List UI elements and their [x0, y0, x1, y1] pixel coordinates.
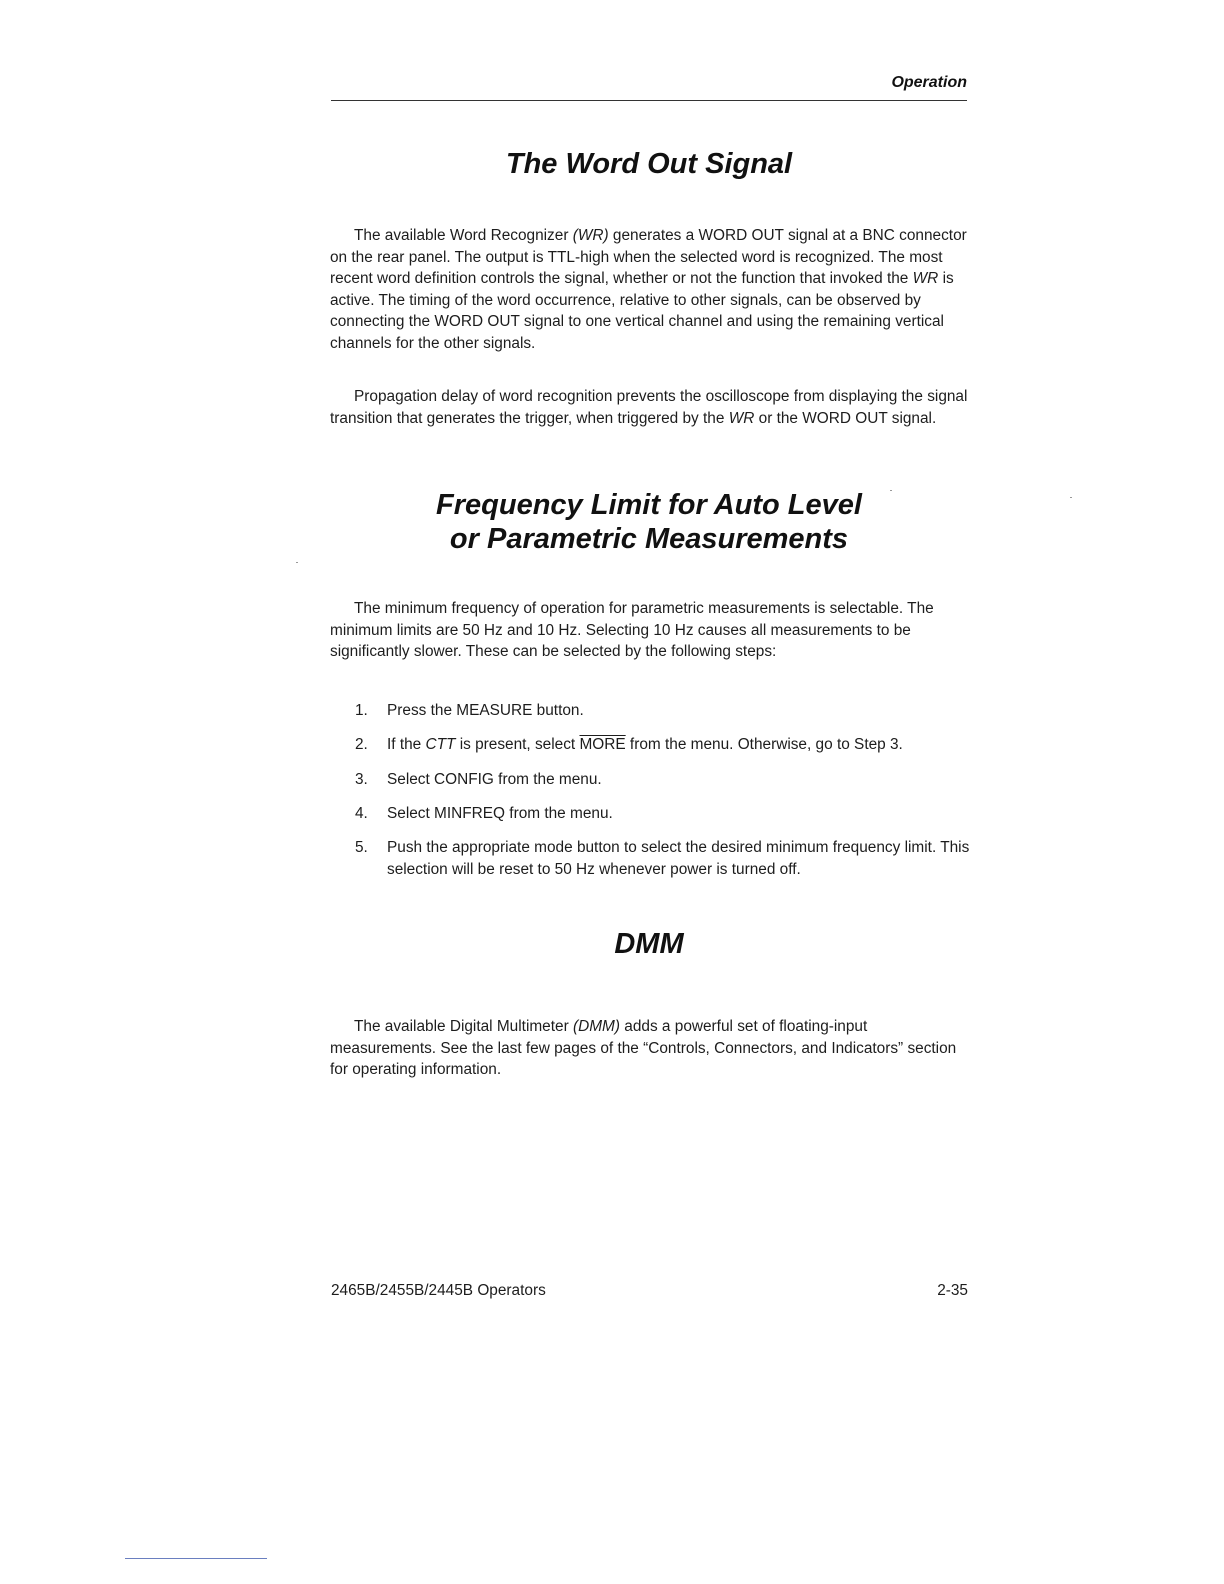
- scan-speck: [890, 490, 892, 491]
- step-item: 1. Press the MEASURE button.: [355, 702, 584, 719]
- running-header: [331, 74, 967, 101]
- heading-word-out-signal: The Word Out Signal: [505, 148, 793, 180]
- footer-page-number: 2-35: [937, 1282, 968, 1299]
- steps-list: [355, 700, 970, 893]
- paragraph-dmm: The available Digital Multimeter (DMM) adds a powerful set of floating-input measurements. See the last few pages of the “Controls, Connectors, and Indicators” section for operating information.: [330, 1018, 957, 1079]
- step-item: 4. Select MINFREQ from the menu.: [355, 804, 613, 822]
- heading-dmm: DMM: [614, 928, 684, 960]
- footer-manual-title: 2465B/2455B/2445B Operators: [331, 1282, 546, 1299]
- step-item: 5. Push the appropriate mode button to select the desired minimum frequency limit. This selection will be reset to 50 Hz whenever power is turned off.: [355, 839, 970, 878]
- scan-speck: [296, 562, 298, 563]
- heading-frequency-limit-line2: or Parametric Measurements: [449, 523, 849, 555]
- step-item: 3. Select CONFIG from the menu.: [355, 770, 602, 788]
- step-item: 2. If the CTT is present, select MORE from the menu. Otherwise, go to Step 3.: [355, 736, 903, 754]
- scan-edge-line: [125, 1558, 267, 1559]
- paragraph-frequency-intro: The minimum frequency of operation for parametric measurements is selectable. The minimum limits are 50 Hz and 10 Hz. Selecting 10 Hz causes all measurements to be significantly slower. These can be selected by the following steps:: [330, 600, 934, 661]
- heading-frequency-limit-line1: Frequency Limit for Auto Level: [436, 489, 862, 521]
- paragraph-word-out-1: The available Word Recognizer (WR) generates a WORD OUT signal at a BNC connector on the rear panel. The output is TTL-high when the selected word is recognized. The most recent word definition controls the signal, whether or not the function that invoked the WR is active. The timing of the word occurrence, relative to other signals, can be observed by connecting the WORD OUT signal to one vertical channel and using the remaining vertical channels for the other signals.: [330, 227, 967, 352]
- scan-speck: [1070, 497, 1072, 498]
- running-header-section: Operation: [891, 74, 967, 91]
- paragraph-word-out-2: Propagation delay of word recognition prevents the oscilloscope from displaying the signal transition that generates the trigger, when triggered by the WR or the WORD OUT signal.: [330, 388, 968, 427]
